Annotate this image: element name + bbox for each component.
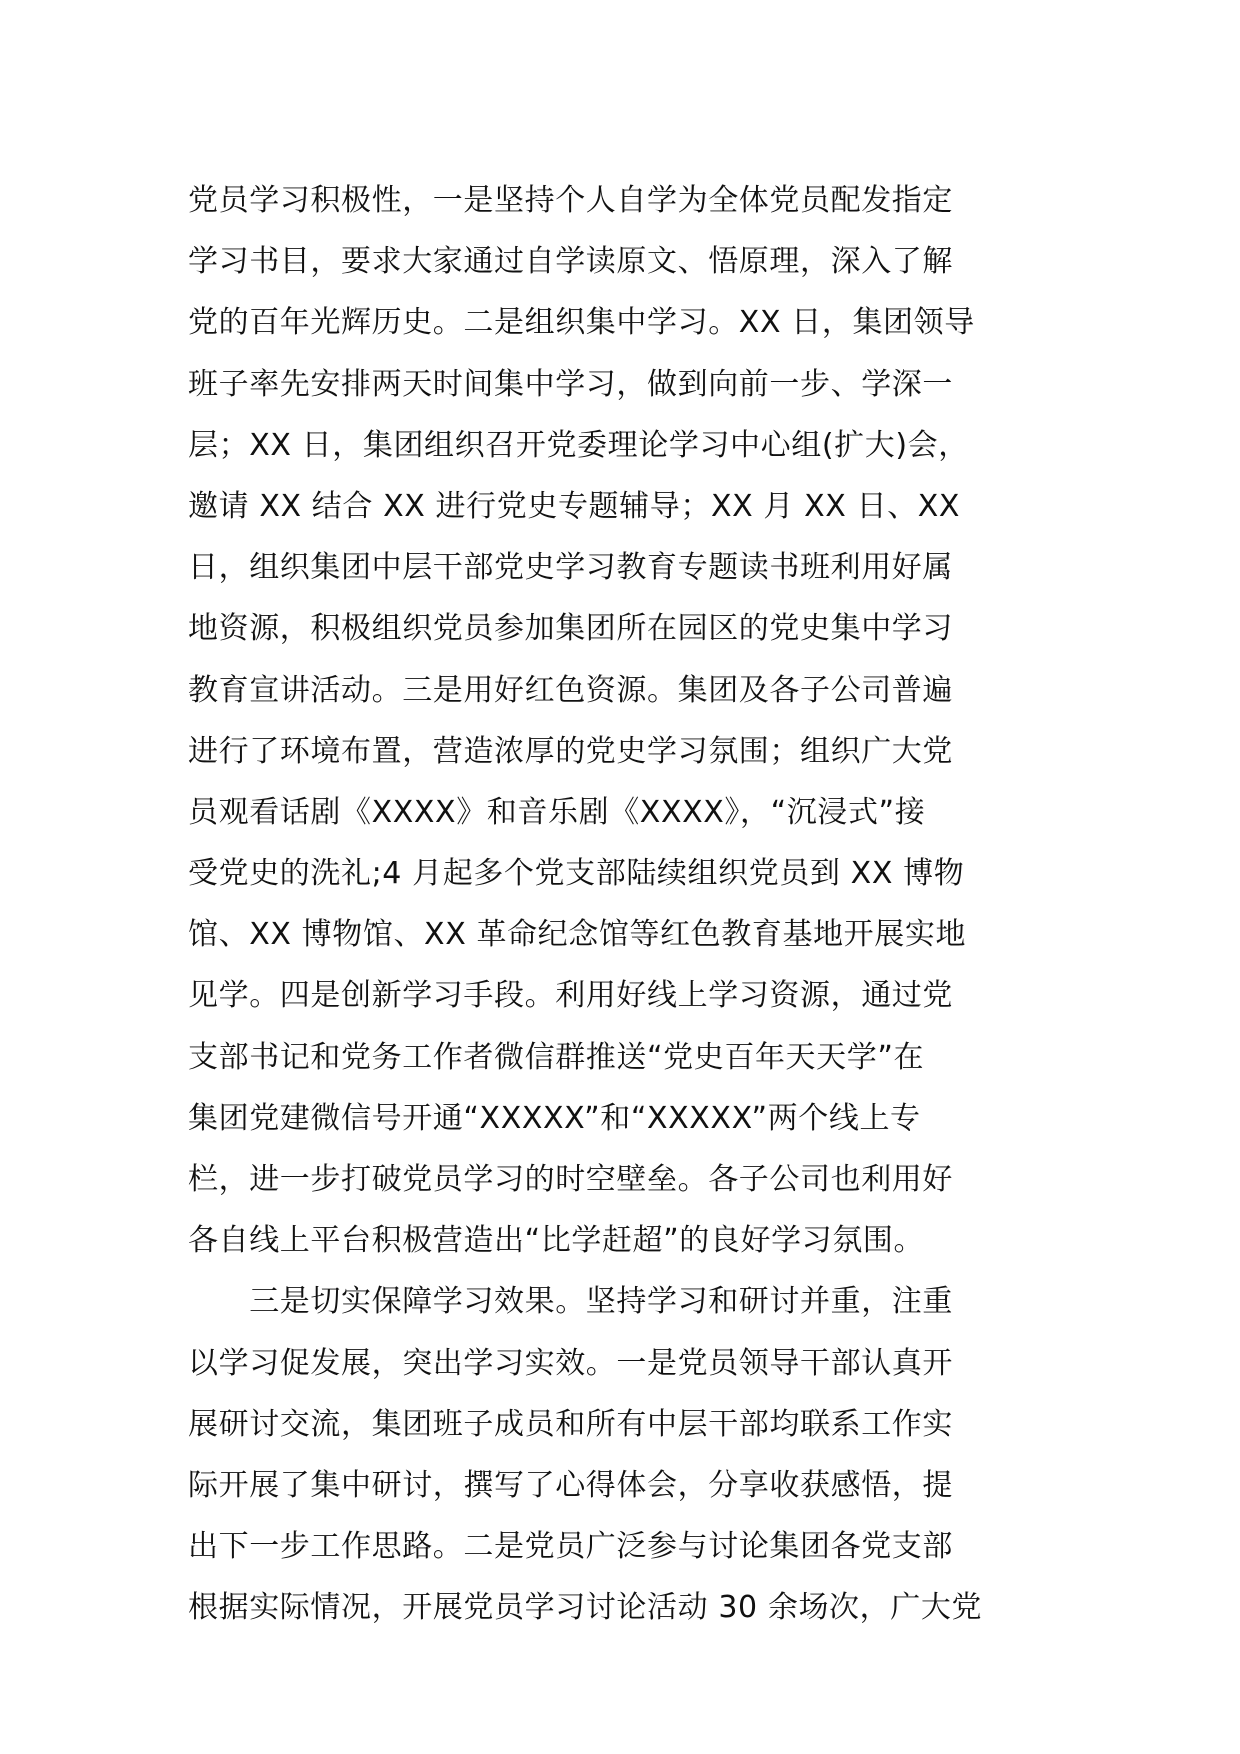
body-text xyxy=(188,170,1068,1639)
text-line: 见学。四是创新学习手段。利用好线上学习资源，通过党 xyxy=(188,978,953,1014)
text-line: 层；XX 日，集团组织召开党委理论学习中心组(扩大)会， xyxy=(188,427,969,463)
text-line: 集团党建微信号开通“XXXXX”和“XXXXX”两个线上专 xyxy=(188,1100,921,1136)
text-line: 地资源，积极组织党员参加集团所在园区的党史集中学习 xyxy=(188,611,953,647)
text-line: 以学习促发展，突出学习实效。一是党员领导干部认真开 xyxy=(188,1345,953,1381)
text-line: 日，组织集团中层干部党史学习教育专题读书班利用好属 xyxy=(188,550,953,586)
paragraph-start-line: 三是切实保障学习效果。坚持学习和研讨并重，注重 xyxy=(188,1284,953,1320)
text-line: 出下一步工作思路。二是党员广泛参与讨论集团各党支部 xyxy=(188,1529,953,1565)
text-line: 支部书记和党务工作者微信群推送“党史百年天天学”在 xyxy=(188,1039,925,1075)
text-line: 员观看话剧《XXXX》和音乐剧《XXXX》，“沉浸式”接 xyxy=(188,794,926,830)
text-line: 际开展了集中研讨，撰写了心得体会，分享收获感悟，提 xyxy=(188,1467,953,1503)
text-line: 各自线上平台积极营造出“比学赶超”的良好学习氛围。 xyxy=(188,1223,925,1259)
text-line: 受党史的洗礼;4 月起多个党支部陆续组织党员到 XX 博物 xyxy=(188,856,965,892)
text-line: 栏，进一步打破党员学习的时空壁垒。各子公司也利用好 xyxy=(188,1162,953,1197)
text-line: 根据实际情况，开展党员学习讨论活动 30 余场次，广大党 xyxy=(188,1590,983,1626)
text-line: 馆、XX 博物馆、XX 革命纪念馆等红色教育基地开展实地 xyxy=(188,917,967,953)
text-line: 邀请 XX 结合 XX 进行党史专题辅导；XX 月 XX 日、XX xyxy=(188,488,961,524)
text-line: 进行了环境布置，营造浓厚的党史学习氛围；组织广大党 xyxy=(188,733,953,769)
text-line: 班子率先安排两天时间集中学习，做到向前一步、学深一 xyxy=(188,366,953,402)
text-line: 党的百年光辉历史。二是组织集中学习。XX 日，集团领导 xyxy=(188,305,975,341)
text-line: 教育宣讲活动。三是用好红色资源。集团及各子公司普遍 xyxy=(188,672,953,708)
text-line: 展研讨交流，集团班子成员和所有中层干部均联系工作实 xyxy=(188,1406,953,1442)
text-line: 学习书目，要求大家通过自学读原文、悟原理，深入了解 xyxy=(188,244,953,280)
text-line: 党员学习积极性，一是坚持个人自学为全体党员配发指定 xyxy=(188,183,953,218)
